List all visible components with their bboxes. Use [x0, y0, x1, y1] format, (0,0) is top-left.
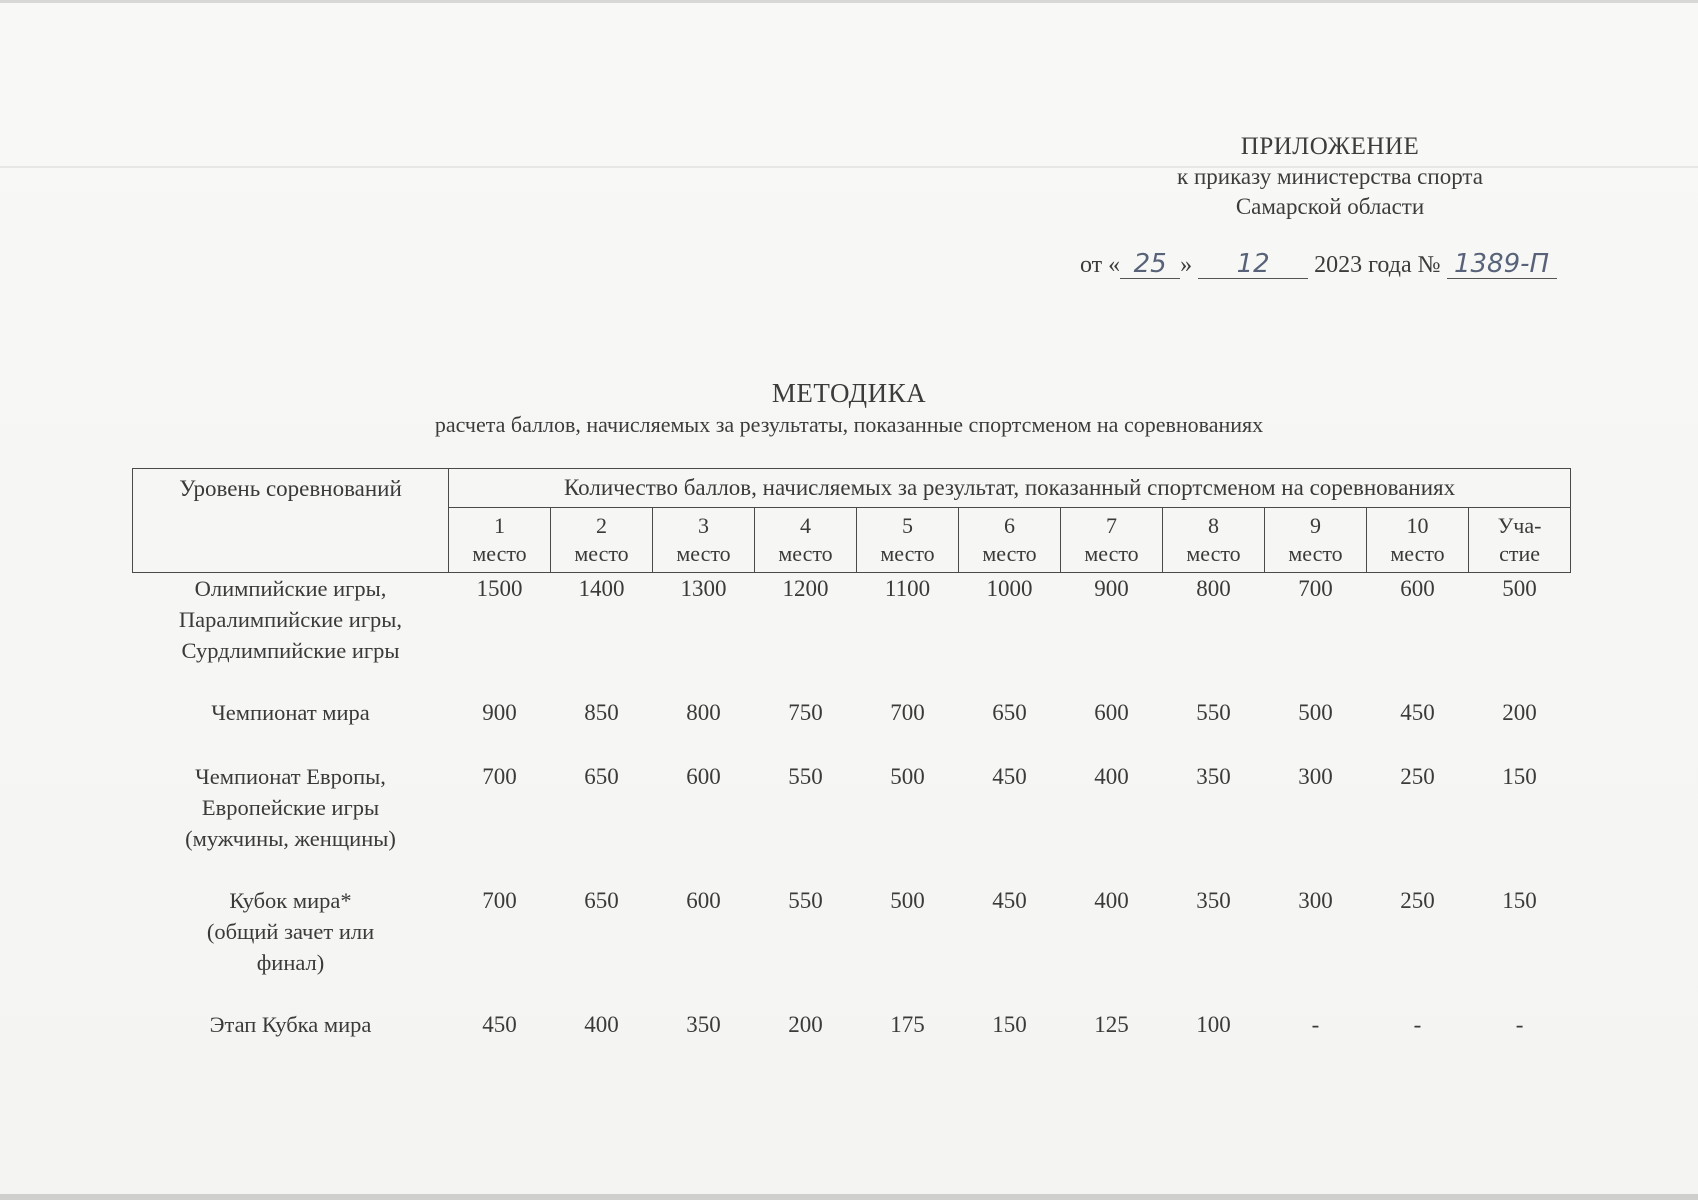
points-cell: 1300 — [680, 576, 727, 601]
points-cell: 100 — [1196, 1012, 1231, 1037]
points-cell: 250 — [1400, 888, 1435, 913]
table-row — [133, 573, 1571, 698]
points-cell: 850 — [584, 700, 619, 725]
table-row — [133, 1009, 1571, 1069]
points-cell: 200 — [788, 1012, 823, 1037]
points-cell: 400 — [584, 1012, 619, 1037]
appendix-title: ПРИЛОЖЕНИЕ — [1240, 133, 1420, 160]
row-level: Чемпионат мира — [211, 700, 370, 725]
points-cell: 150 — [1502, 888, 1537, 913]
document-heading — [0, 376, 1698, 440]
points-cell: 1500 — [476, 576, 523, 601]
header-place: 2 место — [551, 508, 653, 573]
points-cell: 500 — [890, 764, 925, 789]
header-place: 10 место — [1367, 508, 1469, 573]
order-mid: » — [1180, 252, 1193, 278]
points-cell: 500 — [890, 888, 925, 913]
header-participation: Уча- стие — [1469, 508, 1571, 573]
points-cell: 700 — [1298, 576, 1333, 601]
points-cell: 600 — [686, 764, 721, 789]
header-place: 5 место — [857, 508, 959, 573]
table-row — [133, 697, 1571, 761]
points-cell: 1000 — [986, 576, 1033, 601]
header-place: 6 место — [959, 508, 1061, 573]
points-cell: 300 — [1298, 888, 1333, 913]
scan-edge-bottom — [0, 1194, 1698, 1200]
points-cell: 400 — [1094, 888, 1129, 913]
points-cell: 450 — [1400, 700, 1435, 725]
document-title: МЕТОДИКА — [771, 378, 927, 408]
document-subtitle: расчета баллов, начисляемых за результаты, показанные спортсменом на соревнованиях — [434, 412, 1264, 437]
row-level: Кубок мира* (общий зачет или финал) — [206, 888, 375, 975]
header-place: 1 место — [449, 508, 551, 573]
points-cell: 350 — [1196, 888, 1231, 913]
points-cell: 900 — [1094, 576, 1129, 601]
points-cell: - — [1311, 1012, 1320, 1037]
points-cell: 1200 — [782, 576, 829, 601]
order-month-handwritten: 12 — [1198, 250, 1308, 279]
points-cell: 200 — [1502, 700, 1537, 725]
points-cell: 650 — [992, 700, 1027, 725]
row-level: Этап Кубка мира — [209, 1012, 372, 1037]
scan-edge-top — [0, 0, 1698, 3]
points-cell: 900 — [482, 700, 517, 725]
order-number-handwritten: 1389-П — [1447, 250, 1557, 279]
points-cell: 700 — [482, 764, 517, 789]
points-cell: 175 — [890, 1012, 925, 1037]
points-cell: 500 — [1298, 700, 1333, 725]
points-cell: 500 — [1502, 576, 1537, 601]
header-place: 3 место — [653, 508, 755, 573]
points-cell: 450 — [992, 888, 1027, 913]
points-cell: 1400 — [578, 576, 625, 601]
points-cell: 550 — [1196, 700, 1231, 725]
points-cell: - — [1413, 1012, 1422, 1037]
appendix-line-2: Самарской области — [1235, 194, 1425, 219]
points-cell: 450 — [482, 1012, 517, 1037]
order-reference — [1080, 250, 1620, 279]
points-cell: 350 — [686, 1012, 721, 1037]
points-cell: 150 — [992, 1012, 1027, 1037]
points-cell: 550 — [788, 764, 823, 789]
header-level: Уровень соревнований — [133, 469, 449, 573]
header-place: 7 место — [1061, 508, 1163, 573]
points-cell: 600 — [686, 888, 721, 913]
points-cell: 800 — [686, 700, 721, 725]
points-cell: 700 — [890, 700, 925, 725]
header-place: 8 место — [1163, 508, 1265, 573]
points-cell: 250 — [1400, 764, 1435, 789]
points-cell: 600 — [1400, 576, 1435, 601]
points-cell: 700 — [482, 888, 517, 913]
order-prefix: от « — [1080, 252, 1121, 278]
row-level: Чемпионат Европы, Европейские игры (мужчины, женщины) — [185, 764, 396, 851]
points-cell: 400 — [1094, 764, 1129, 789]
points-cell: 650 — [584, 764, 619, 789]
points-cell: 750 — [788, 700, 823, 725]
header-points: Количество баллов, начисляемых за результат, показанный спортсменом на соревнованиях — [449, 469, 1571, 508]
points-cell: 600 — [1094, 700, 1129, 725]
points-cell: 800 — [1196, 576, 1231, 601]
points-cell: 450 — [992, 764, 1027, 789]
order-year-text: 2023 года № — [1314, 252, 1441, 278]
row-level: Олимпийские игры, Паралимпийские игры, Сурдлимпийские игры — [178, 576, 403, 663]
points-cell: 150 — [1502, 764, 1537, 789]
points-table — [132, 468, 1571, 1069]
table-row — [133, 761, 1571, 885]
points-cell: 650 — [584, 888, 619, 913]
appendix-block — [1080, 132, 1580, 222]
points-cell: 300 — [1298, 764, 1333, 789]
points-cell: 550 — [788, 888, 823, 913]
header-place: 9 место — [1265, 508, 1367, 573]
points-cell: 1100 — [884, 576, 931, 601]
points-cell: 125 — [1094, 1012, 1129, 1037]
table-row — [133, 885, 1571, 1009]
points-cell: 350 — [1196, 764, 1231, 789]
order-day-handwritten: 25 — [1120, 250, 1180, 279]
header-place: 4 место — [755, 508, 857, 573]
appendix-line-1: к приказу министерства спорта — [1177, 164, 1483, 189]
points-cell: - — [1515, 1012, 1524, 1037]
